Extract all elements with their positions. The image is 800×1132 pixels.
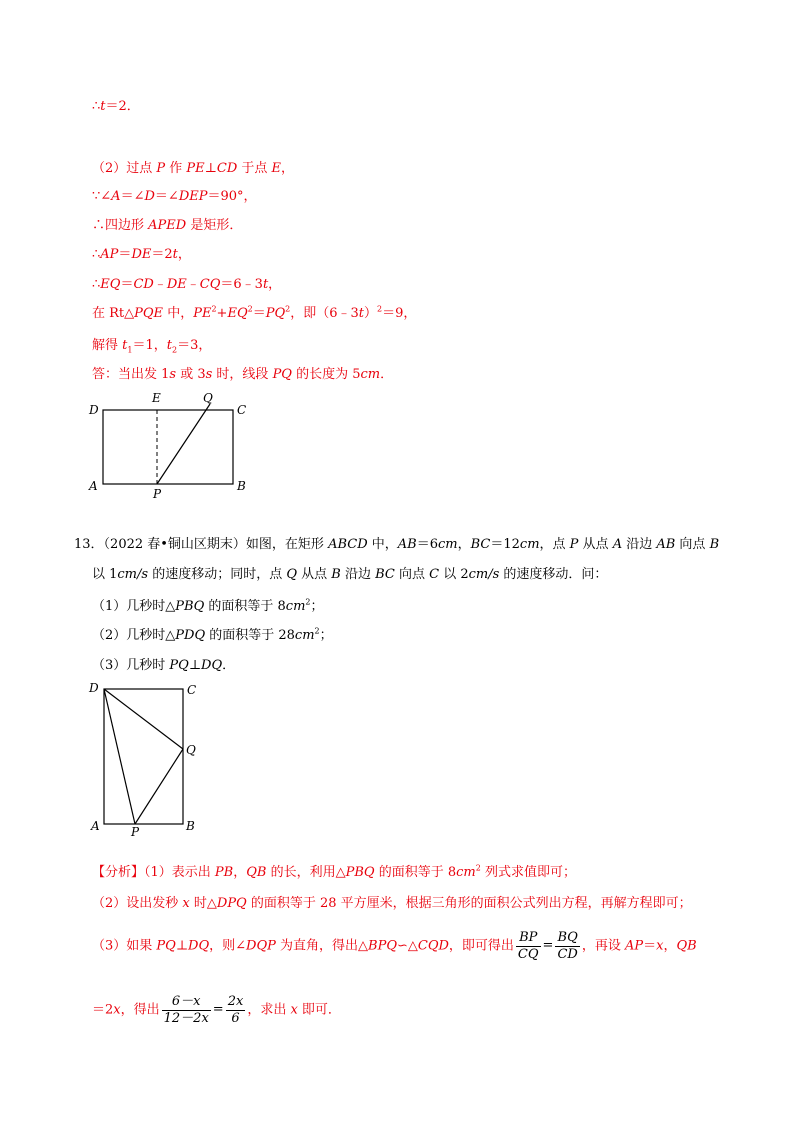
solution-line-7: 在 Rt△PQE 中，$PE^2+EQ^2=PQ^2$，即（6﹣3t）$^2$＝9， [92, 304, 417, 321]
segment-pq [157, 404, 210, 484]
question-1: （1）几秒时△PBQ 的面积等于 $8cm^2$； [92, 597, 324, 614]
label-e: E [152, 391, 161, 405]
solution-line-8: 解得 $t_1=1$，$t_2=3$， [92, 338, 212, 355]
solution-line-5: ∴AP＝DE＝2t， [92, 247, 191, 262]
solution-line-1: ∴t＝2． [92, 99, 140, 114]
label-c-2: C [187, 683, 197, 697]
analysis-line-4: ＝2x，得出 $\frac{6-x}{12-2x}$ = $\frac{2x}{6}$ ，求出 x 即可． [92, 993, 341, 1026]
solution-line-2: （2）过点 P 作 PE⊥CD 于点 E， [92, 161, 295, 176]
label-c: C [237, 403, 247, 417]
label-q-2: Q [186, 743, 196, 757]
solution-line-3: ∵∠A＝∠D＝∠DEP＝90°， [92, 189, 257, 204]
label-d: D [89, 403, 99, 417]
analysis-line-3: （3）如果 PQ⊥DQ，则∠DQP 为直角，得出△BPQ∽△CQD，即可得出 $\frac{BP}{CQ}$ = $\frac{BQ}{CD}$ ，再设 AP＝x，QB [92, 929, 697, 962]
label-b: B [237, 479, 246, 493]
solution-answer: 答：当出发 1s 或 3s 时，线段 PQ 的长度为 5cm． [92, 367, 394, 382]
label-q: Q [203, 391, 213, 405]
problem-13-line-2: 以 1cm/s 的速度移动；同时，点 Q 从点 B 沿边 BC 向点 C 以 2cm/s 的速度移动．问： [92, 567, 608, 582]
label-a-2: A [91, 819, 100, 833]
fraction-2x-6: $\frac{2x}{6}$ [227, 993, 244, 1026]
analysis-line-1: 【分析】（1）表示出 PB，QB 的长，利用△PBQ 的面积等于 $8cm^2$ 列式求值即可； [92, 863, 576, 880]
rectangle-abcd [103, 410, 233, 484]
solution-line-6: ∴EQ＝CD﹣DE﹣CQ＝6﹣3t， [92, 277, 282, 292]
label-p: P [153, 487, 162, 501]
fraction-6-x: $\frac{6-x}{12-2x}$ [163, 993, 209, 1026]
label-a: A [89, 479, 98, 493]
problem-13-line-1: 13．（2022 春•铜山区期末）如图，在矩形 ABCD 中，AB＝6cm，BC＝12cm，点 P 从点 A 沿边 AB 向点 B [74, 537, 720, 552]
fraction-bp-cq: $\frac{BP}{CQ}$ [517, 929, 539, 962]
figure-rectangle-dpq [85, 678, 215, 838]
label-b-2: B [186, 819, 195, 833]
question-2: （2）几秒时△PDQ 的面积等于 $28cm^2$； [92, 626, 333, 643]
question-3: （3）几秒时 PQ⊥DQ． [92, 658, 236, 673]
figure-rectangle-pq [85, 390, 255, 505]
label-p-2: P [131, 825, 140, 838]
rectangle-abcd-2 [104, 689, 183, 824]
fraction-bq-cd: $\frac{BQ}{CD}$ [557, 929, 578, 962]
segment-pq-2 [135, 749, 183, 824]
analysis-line-2: （2）设出发秒 x 时△DPQ 的面积等于 28 平方厘米，根据三角形的面积公式列出方程，再解方程即可； [92, 896, 692, 911]
label-d-2: D [89, 681, 99, 695]
solution-line-4: ∴四边形 APED 是矩形． [92, 218, 243, 233]
